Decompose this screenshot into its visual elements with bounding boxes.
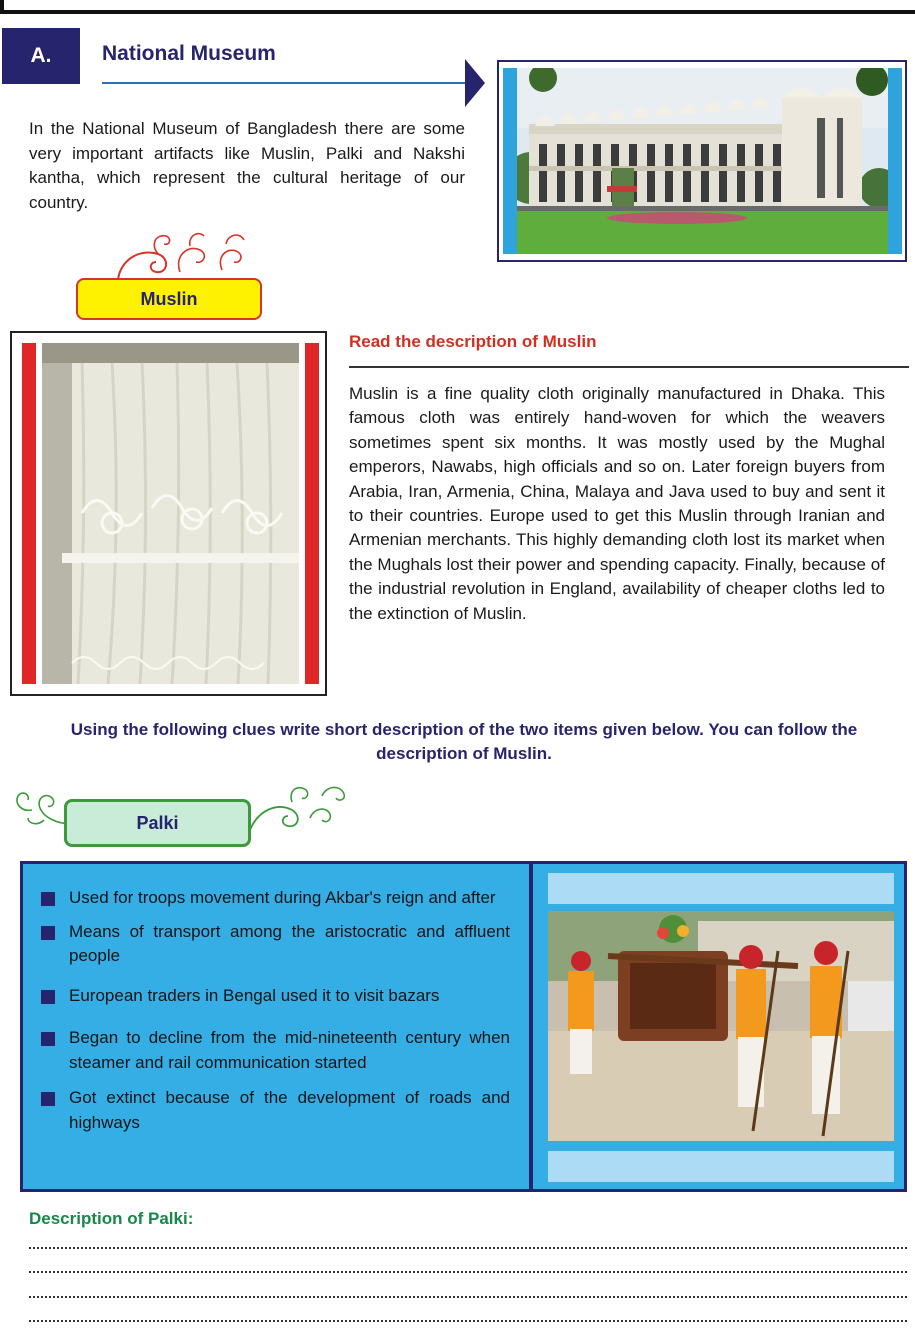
palki-label: Palki — [64, 799, 251, 847]
square-bullet-icon — [41, 990, 55, 1004]
palki-clue-list — [40, 886, 510, 1135]
arrow-head-icon — [465, 59, 485, 107]
section-badge: A. — [2, 28, 80, 84]
square-bullet-icon — [41, 1092, 55, 1106]
clue-item: Means of transport among the aristocratic and affluent people — [40, 920, 510, 969]
palki-description-heading: Description of Palki: — [29, 1209, 194, 1228]
intro-paragraph: In the National Museum of Bangladesh there are some very important artifacts like Muslin, Palki and Nakshi kantha, which represent the cultural heritage of our country. — [29, 119, 465, 212]
palki-procession-image — [548, 911, 894, 1141]
muslin-photo-side-bar — [305, 343, 319, 684]
writing-line[interactable] — [29, 1271, 907, 1273]
muslin-heading: Read the description of Muslin — [349, 332, 597, 351]
palki-photo-strip — [548, 873, 894, 904]
square-bullet-icon — [41, 892, 55, 906]
swirl-ornament-icon — [110, 226, 250, 282]
muslin-photo-side-bar — [22, 343, 36, 684]
section-title: National Museum — [102, 42, 276, 65]
square-bullet-icon — [41, 926, 55, 940]
writing-line[interactable] — [29, 1320, 907, 1322]
writing-line[interactable] — [29, 1247, 907, 1249]
clue-item: Began to decline from the mid-nineteenth century when steamer and rail communication started — [40, 1026, 510, 1075]
muslin-heading-rule — [349, 366, 909, 368]
title-arrow-line — [102, 82, 467, 84]
writing-line[interactable] — [29, 1296, 907, 1298]
clue-item: European traders in Bengal used it to visit bazars — [40, 984, 510, 1009]
clue-item: Got extinct because of the development of roads and highways — [40, 1086, 510, 1135]
muslin-label: Muslin — [76, 278, 262, 320]
museum-photo-side-bar — [503, 68, 517, 254]
clue-item: Used for troops movement during Akbar's reign and after — [40, 886, 510, 911]
instruction-text: Using the following clues write short description of the two items given below. You can follow the description of Muslin. — [70, 720, 858, 763]
palki-box-divider — [529, 861, 533, 1192]
swirl-ornament-icon — [248, 780, 348, 840]
muslin-cloth-image — [42, 343, 299, 684]
page-top-border — [0, 0, 915, 14]
muslin-description: Muslin is a fine quality cloth originally manufactured in Dhaka. This famous cloth was entirely hand-woven for which the weavers sometimes spent six months. It was mostly used by the Mughal emperors, Nawabs, high officials and so on. Later foreign buyers from Arabia, Iran, Armenia, China, Malaya and Java used to buy and sent it to their countries. Europe used to get this Muslin through Iranian and Armenian merchants. This highly demanding cloth lost its market when the Mughals lost their power and spending capacity. Finally, because of the industrial revolution in England, availability of cheaper cloths led to the extinction of Muslin. — [349, 384, 885, 623]
museum-photo-side-bar — [888, 68, 902, 254]
square-bullet-icon — [41, 1032, 55, 1046]
museum-building-image — [517, 68, 888, 254]
palki-photo-strip — [548, 1151, 894, 1182]
